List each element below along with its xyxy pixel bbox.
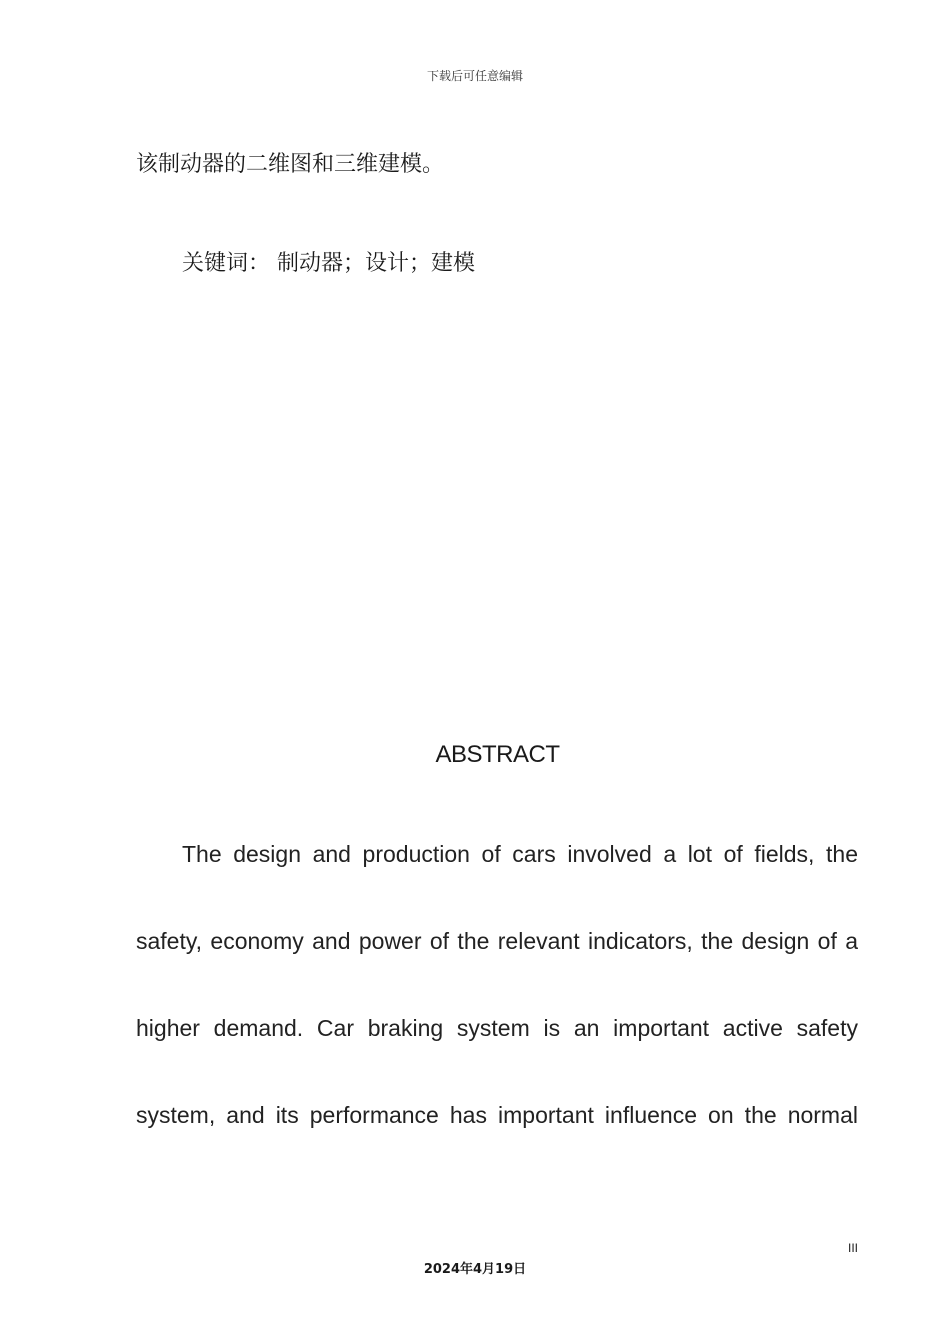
abstract-body (136, 826, 858, 1174)
abstract-title: ABSTRACT (435, 741, 560, 768)
page-number: III (848, 1241, 859, 1255)
keywords-label: 关键词： (182, 251, 271, 276)
abstract-line: higher demand. Car braking system is an important active safety (136, 1015, 858, 1041)
page-header-note: 下载后可任意编辑 (426, 69, 523, 83)
keywords-line (182, 246, 475, 277)
keywords-value: 制动器；设计；建模 (277, 251, 476, 276)
page-date: 2024年4月19日 (423, 1262, 527, 1277)
abstract-line: system, and its performance has important influence on the normal (136, 1102, 858, 1128)
chinese-continuation-text: 该制动器的二维图和三维建模。 (136, 152, 445, 177)
abstract-line: safety, economy and power of the relevant indicators, the design of a (136, 928, 858, 954)
abstract-line: The design and production of cars involved a lot of fields, the (182, 841, 858, 867)
